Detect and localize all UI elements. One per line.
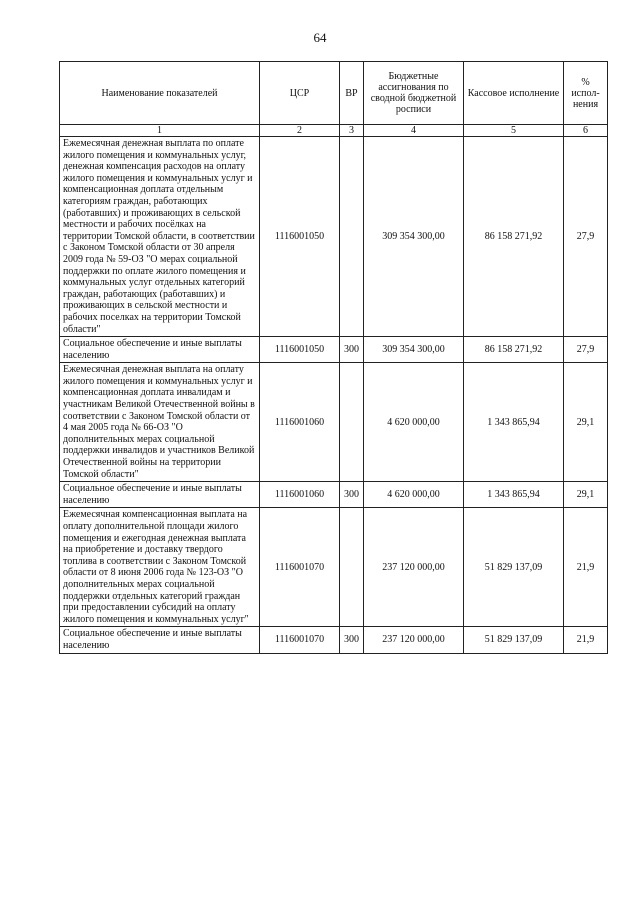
row-vr <box>340 137 364 337</box>
table-row <box>60 627 608 653</box>
column-number: 3 <box>340 125 364 137</box>
row-cash: 86 158 271,92 <box>464 337 564 363</box>
page-number: 64 <box>313 30 327 45</box>
row-percent: 27,9 <box>564 137 608 337</box>
column-number-row <box>60 125 608 137</box>
row-name: Социальное обеспечение и иные выплаты населению <box>60 337 260 363</box>
table-header-row <box>60 62 608 125</box>
row-cash: 51 829 137,09 <box>464 508 564 627</box>
row-vr <box>340 508 364 627</box>
row-percent: 21,9 <box>564 627 608 653</box>
header-cash: Кассовое исполнение <box>464 62 564 125</box>
row-percent: 29,1 <box>564 363 608 482</box>
row-budget: 237 120 000,00 <box>364 508 464 627</box>
row-csr: 1116001050 <box>260 137 340 337</box>
row-csr: 1116001060 <box>260 482 340 508</box>
row-budget: 237 120 000,00 <box>364 627 464 653</box>
column-number: 1 <box>60 125 260 137</box>
header-csr: ЦСР <box>260 62 340 125</box>
table-row <box>60 508 608 627</box>
row-budget: 309 354 300,00 <box>364 337 464 363</box>
row-budget: 309 354 300,00 <box>364 137 464 337</box>
budget-execution-table <box>59 61 608 654</box>
row-cash: 1 343 865,94 <box>464 363 564 482</box>
row-cash: 51 829 137,09 <box>464 627 564 653</box>
row-csr: 1116001050 <box>260 337 340 363</box>
row-vr: 300 <box>340 482 364 508</box>
header-percent: % испол-нения <box>564 62 608 125</box>
row-percent: 21,9 <box>564 508 608 627</box>
row-percent: 27,9 <box>564 337 608 363</box>
header-vr: ВР <box>340 62 364 125</box>
row-name: Ежемесячная денежная выплата по оплате жилого помещения и коммунальных услуг, денежная компенсация расходов на оплату жилого помещения и коммунальных услуг и компенсационная доплата отдельным категориям граждан, работающих (работавших) и проживающих в сельской местности и рабочих посёлках на территории Томской области, в соответствии с Законом Томской области от 30 апреля 2009 года № 59-ОЗ "О мерах социальной поддержки по оплате жилого помещения и коммунальных услуг отдельных категорий граждан, работающих (работавших) и проживающих в сельской местности и рабочих поселках на территории Томской области" <box>60 137 260 337</box>
row-budget: 4 620 000,00 <box>364 363 464 482</box>
table-row <box>60 482 608 508</box>
row-name: Социальное обеспечение и иные выплаты населению <box>60 627 260 653</box>
row-cash: 86 158 271,92 <box>464 137 564 337</box>
column-number: 2 <box>260 125 340 137</box>
row-vr: 300 <box>340 627 364 653</box>
table-row <box>60 137 608 337</box>
row-percent: 29,1 <box>564 482 608 508</box>
column-number: 4 <box>364 125 464 137</box>
header-budget: Бюджетные ассигнования по сводной бюджетной росписи <box>364 62 464 125</box>
row-name: Ежемесячная денежная выплата на оплату жилого помещения и коммунальных услуг и компенсационная доплата инвалидам и участникам Великой Отечественной войны в соответствии с Законом Томской области от 4 мая 2005 года № 66-ОЗ "О дополнительных мерах социальной поддержки инвалидов и участников Великой Отечественной войны на территории Томской области" <box>60 363 260 482</box>
row-vr: 300 <box>340 337 364 363</box>
row-vr <box>340 363 364 482</box>
row-name: Ежемесячная компенсационная выплата на оплату дополнительной площади жилого помещения и ежегодная денежная выплата на приобретение и доставку твердого топлива в соответствии с Законом Томской области от 8 июня 2006 года № 123-ОЗ "О дополнительных мерах социальной поддержки отдельных категорий граждан при предоставлении субсидий на оплату жилого помещения и коммунальных услуг" <box>60 508 260 627</box>
row-csr: 1116001060 <box>260 363 340 482</box>
row-csr: 1116001070 <box>260 627 340 653</box>
row-csr: 1116001070 <box>260 508 340 627</box>
table-row <box>60 363 608 482</box>
row-cash: 1 343 865,94 <box>464 482 564 508</box>
row-name: Социальное обеспечение и иные выплаты населению <box>60 482 260 508</box>
header-name: Наименование показателей <box>60 62 260 125</box>
row-budget: 4 620 000,00 <box>364 482 464 508</box>
column-number: 5 <box>464 125 564 137</box>
column-number: 6 <box>564 125 608 137</box>
table-row <box>60 337 608 363</box>
